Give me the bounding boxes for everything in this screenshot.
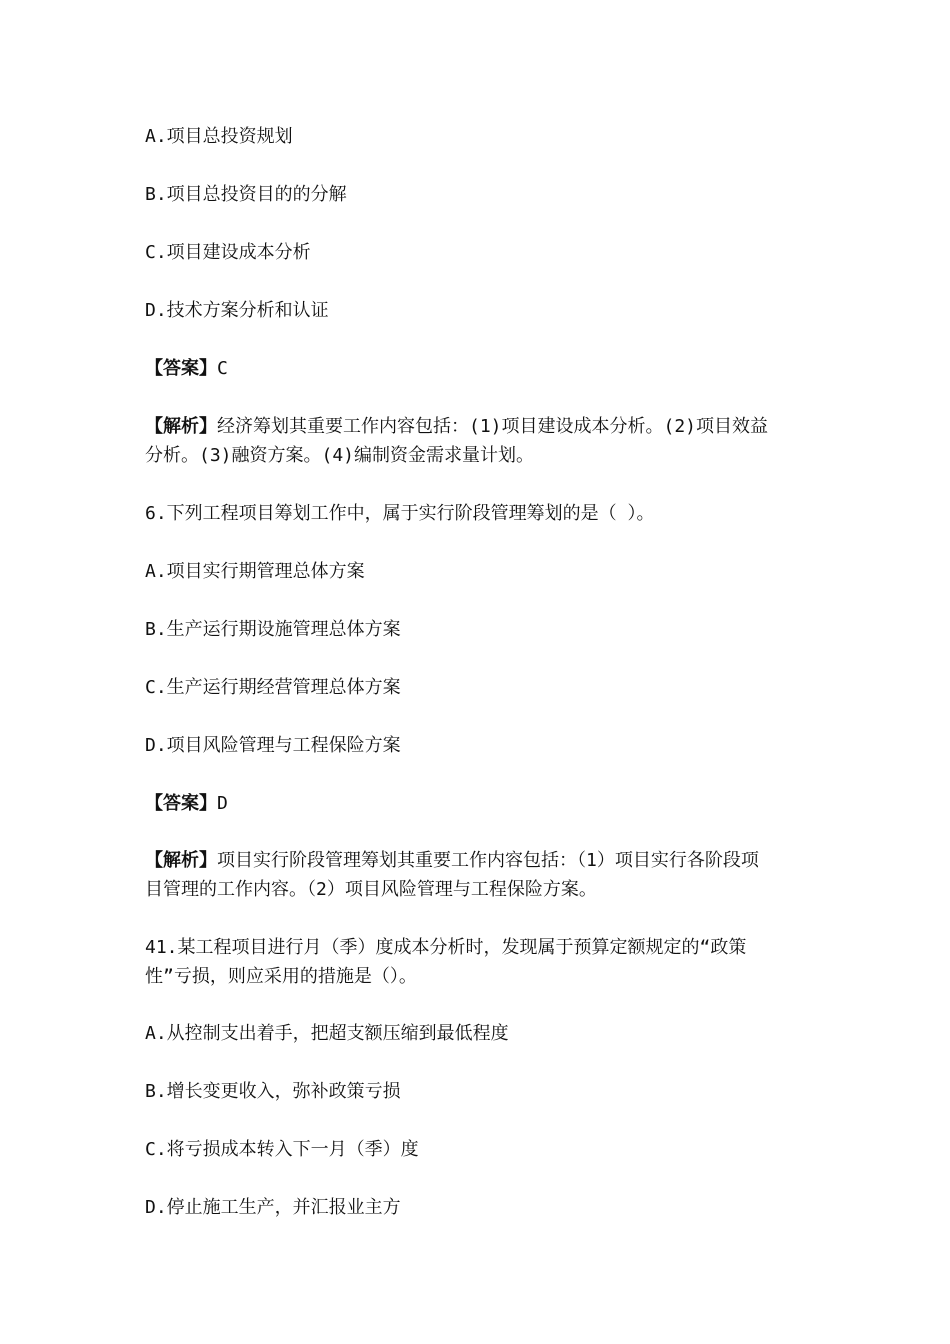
option-c: C.项目建设成本分析 bbox=[145, 242, 311, 263]
option-b: B.增长变更收入，弥补政策亏损 bbox=[145, 1081, 401, 1102]
option-a: A.从控制支出着手，把超支额压缩到最低程度 bbox=[145, 1023, 509, 1044]
analysis-line-2: 目管理的工作内容。（2）项目风险管理与工程保险方案。 bbox=[145, 879, 597, 900]
option-b: B.项目总投资目的的分解 bbox=[145, 184, 347, 205]
analysis-text-1: 经济筹划其重要工作内容包括：(1)项目建设成本分析。(2)项目效益 bbox=[217, 416, 769, 437]
option-a: A.项目总投资规划 bbox=[145, 126, 293, 147]
answer-value: D bbox=[217, 793, 228, 814]
analysis-text-1: 项目实行阶段管理筹划其重要工作内容包括：（1）项目实行各阶段项 bbox=[217, 850, 759, 871]
analysis-tag: 【解析】 bbox=[145, 416, 217, 437]
question-stem-line-1: 41.某工程项目进行月（季）度成本分析时，发现属于预算定额规定的“政策 bbox=[145, 937, 747, 958]
option-d: D.项目风险管理与工程保险方案 bbox=[145, 735, 401, 756]
analysis-line-1 bbox=[145, 412, 815, 441]
option-c: C.将亏损成本转入下一月（季）度 bbox=[145, 1139, 419, 1160]
option-d: D.停止施工生产，并汇报业主方 bbox=[145, 1197, 401, 1218]
answer-tag: 【答案】 bbox=[145, 793, 217, 814]
analysis-line-1 bbox=[145, 846, 815, 875]
answer-tag: 【答案】 bbox=[145, 358, 217, 379]
question-stem-line-2: 性”亏损，则应采用的措施是（）。 bbox=[145, 966, 417, 987]
option-c: C.生产运行期经营管理总体方案 bbox=[145, 677, 401, 698]
answer bbox=[145, 354, 815, 383]
option-b: B.生产运行期设施管理总体方案 bbox=[145, 619, 401, 640]
question-stem: 6.下列工程项目筹划工作中，属于实行阶段管理筹划的是（ ）。 bbox=[145, 503, 655, 524]
answer bbox=[145, 789, 815, 818]
analysis-tag: 【解析】 bbox=[145, 850, 217, 871]
option-d: D.技术方案分析和认证 bbox=[145, 300, 329, 321]
analysis-line-2: 分析。(3)融资方案。(4)编制资金需求量计划。 bbox=[145, 445, 535, 466]
answer-value: C bbox=[217, 358, 228, 379]
option-a: A.项目实行期管理总体方案 bbox=[145, 561, 365, 582]
